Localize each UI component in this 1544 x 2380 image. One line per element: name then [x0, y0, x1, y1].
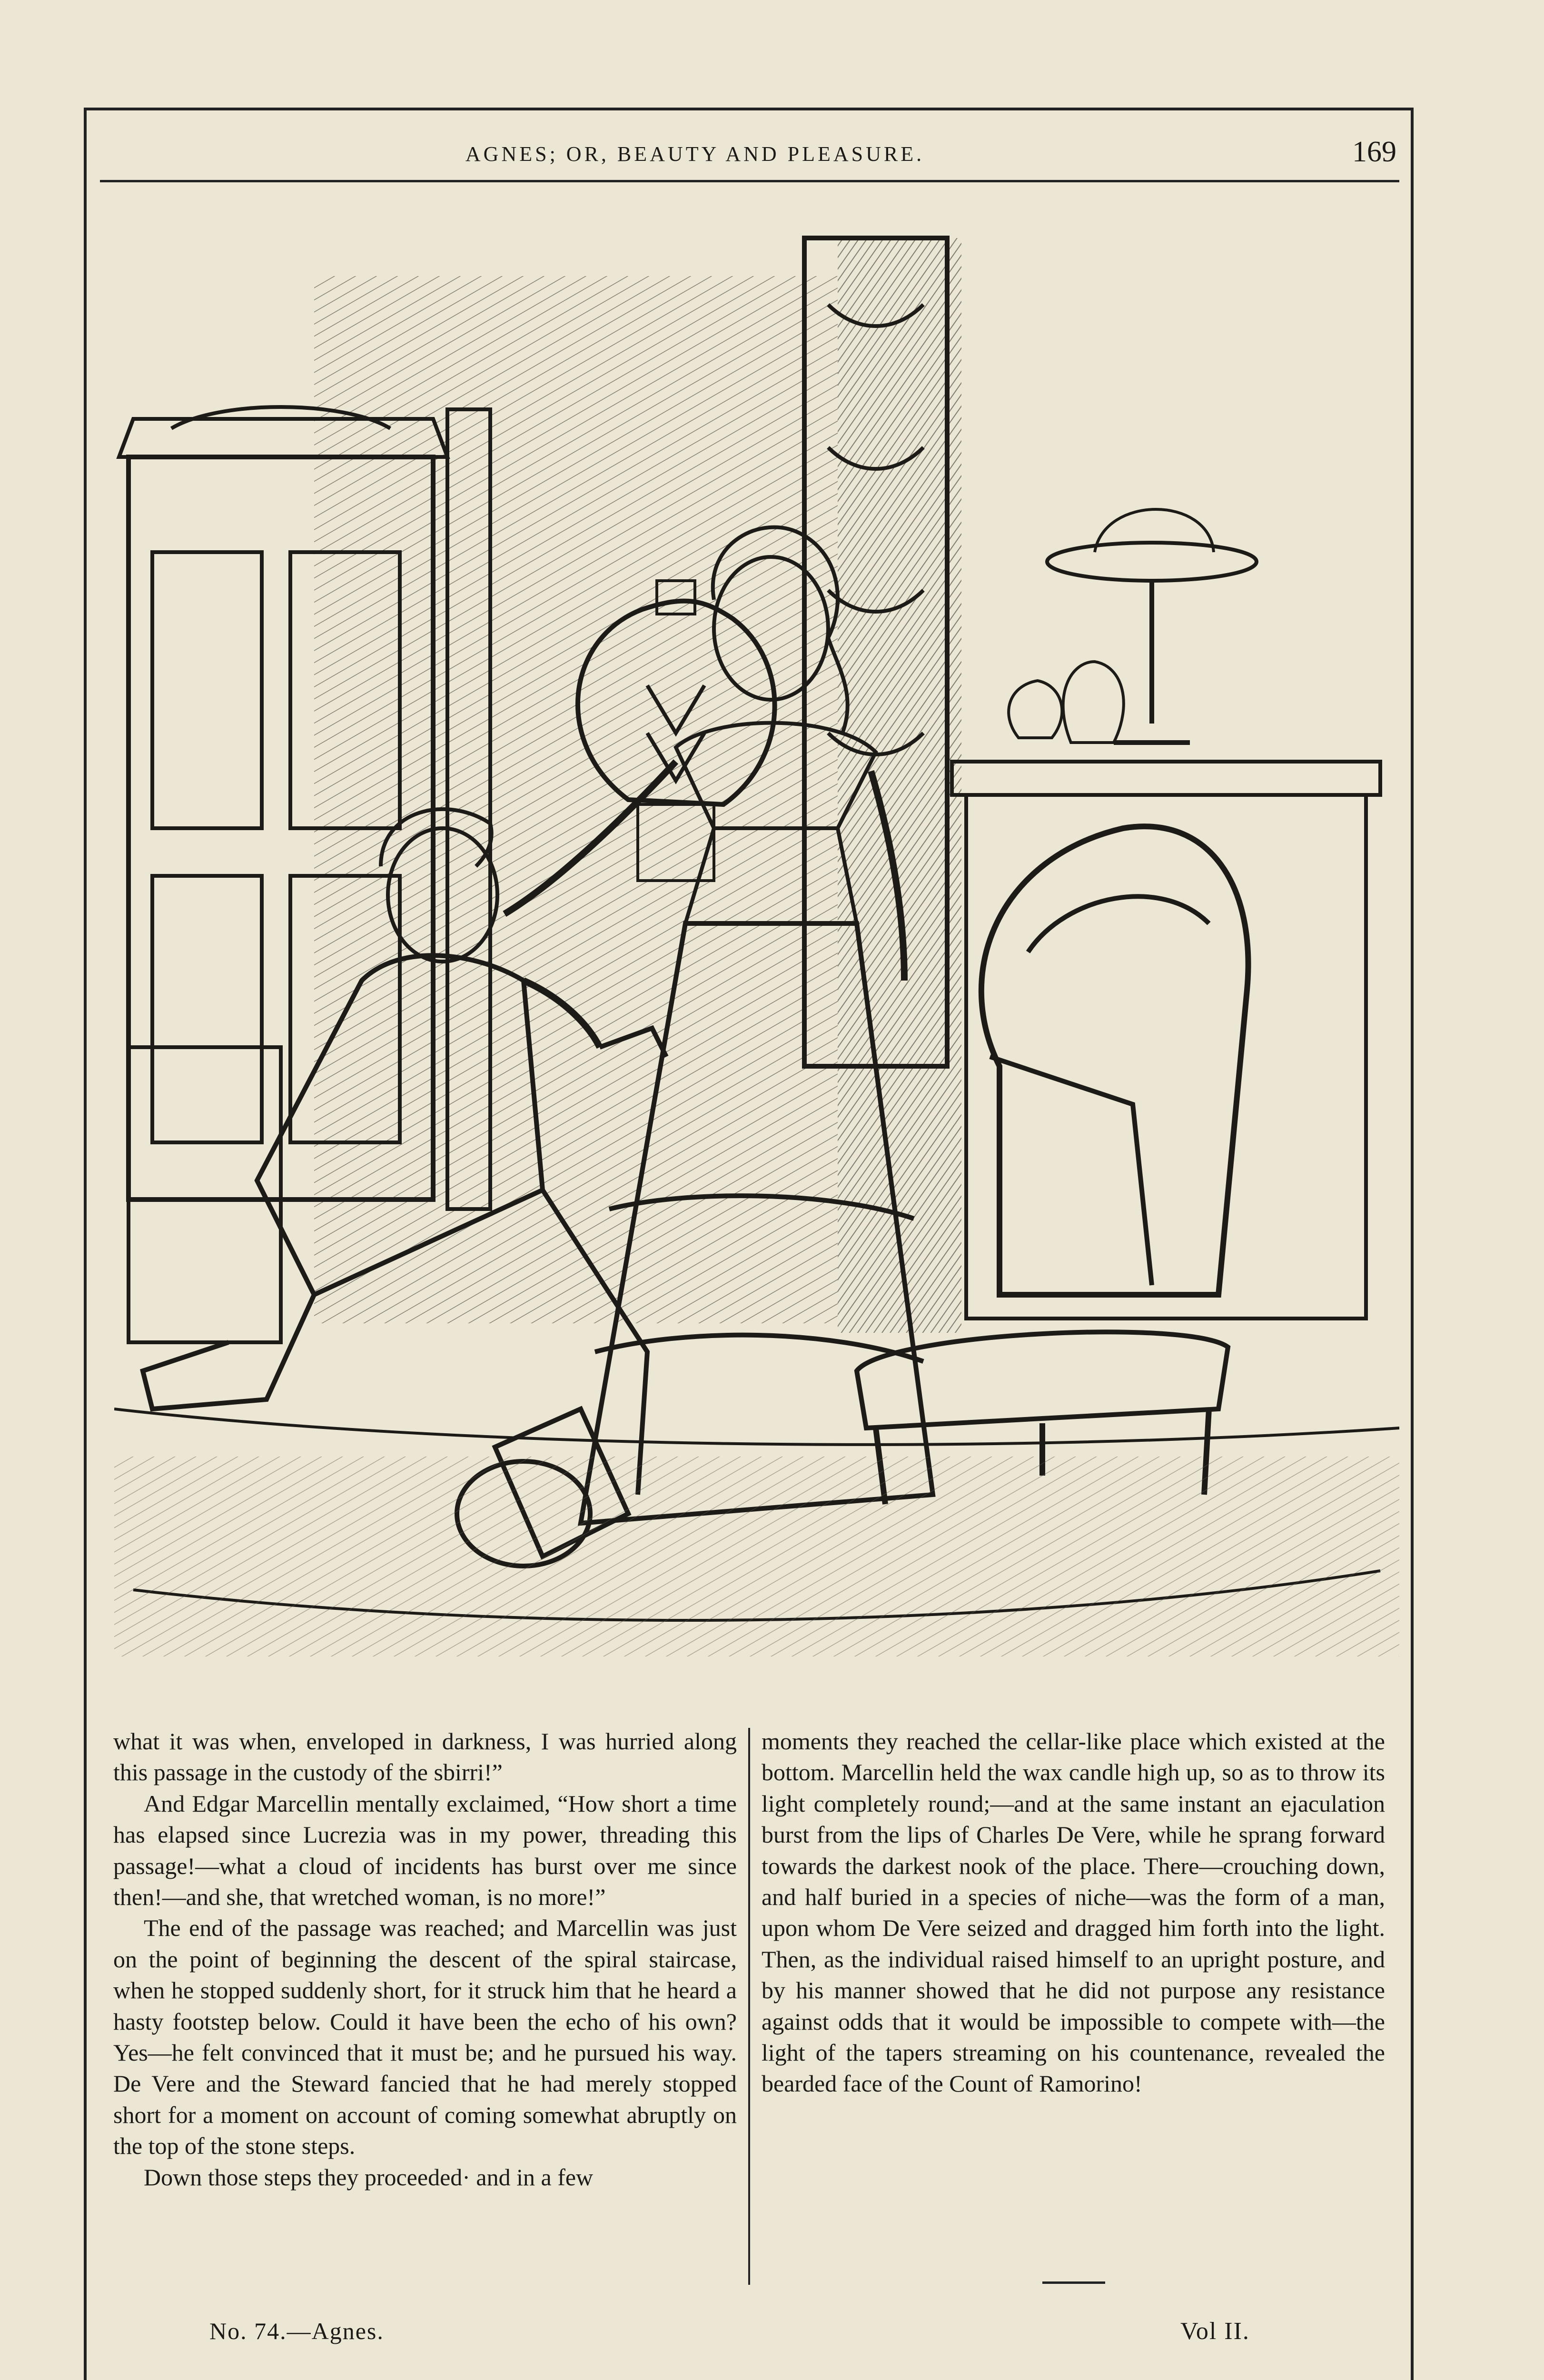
paragraph: moments they reached the cellar-like place which existed at the bottom. Marcellin held the wax candle high up, so as to throw its light completely round;—and at the same instant an ejaculation burst from the lips of Charles De Vere, while he sprang forward towards the darkest nook of the place. There—crouching down, and half buried in a species of niche—was the form of a man, upon whom De Vere seized and dragged him forth into the light. Then, as the individual raised himself to an upright posture, and by his manner showed that he did not purpose any resistance against odds that it would be impossible to compete with—the light of the tapers streaming on his countenance, revealed the bearded face of the Count of Ramorino!: [762, 1728, 1385, 2097]
text-column-right: [762, 1726, 1385, 2100]
paragraph: And Edgar Marcellin mentally exclaimed, “How short a time has elapsed since Lucrezia was in my power, threading this passage!—what a cloud of incidents has burst over me since then!—and she, that wretched woman, is no more!”: [113, 1790, 737, 1911]
running-header: [100, 125, 1399, 182]
page-number: 169: [1352, 136, 1396, 168]
paragraph: The end of the passage was reached; and Marcellin was just on the point of beginning the descent of the spiral staircase, when he stopped suddenly short, for it struck him that he heard a hasty footstep below. Could it have been the echo of his own? Yes—he felt convinced that it must be; and he pursued his way. De Vere and the Steward fancied that he had merely stopped short for a moment on account of coming somewhat abruptly on the top of the stone steps.: [113, 1914, 737, 2160]
issue-footer: No. 74.—Agnes.: [209, 2318, 384, 2344]
column-divider: [748, 1728, 750, 2285]
paragraph: Down those steps they proceeded· and in a few: [144, 2163, 594, 2191]
paragraph: what it was when, enveloped in darkness, I was hurried along this passage in the custody of the sbirri!”: [113, 1728, 737, 1786]
text-column-left: [113, 1726, 737, 2193]
engraving-illustration: [114, 209, 1399, 1671]
section-end-rule: [1042, 2281, 1105, 2284]
volume-footer: Vol II.: [1180, 2318, 1250, 2345]
running-title: AGNES; OR, BEAUTY AND PLEASURE.: [465, 142, 925, 166]
